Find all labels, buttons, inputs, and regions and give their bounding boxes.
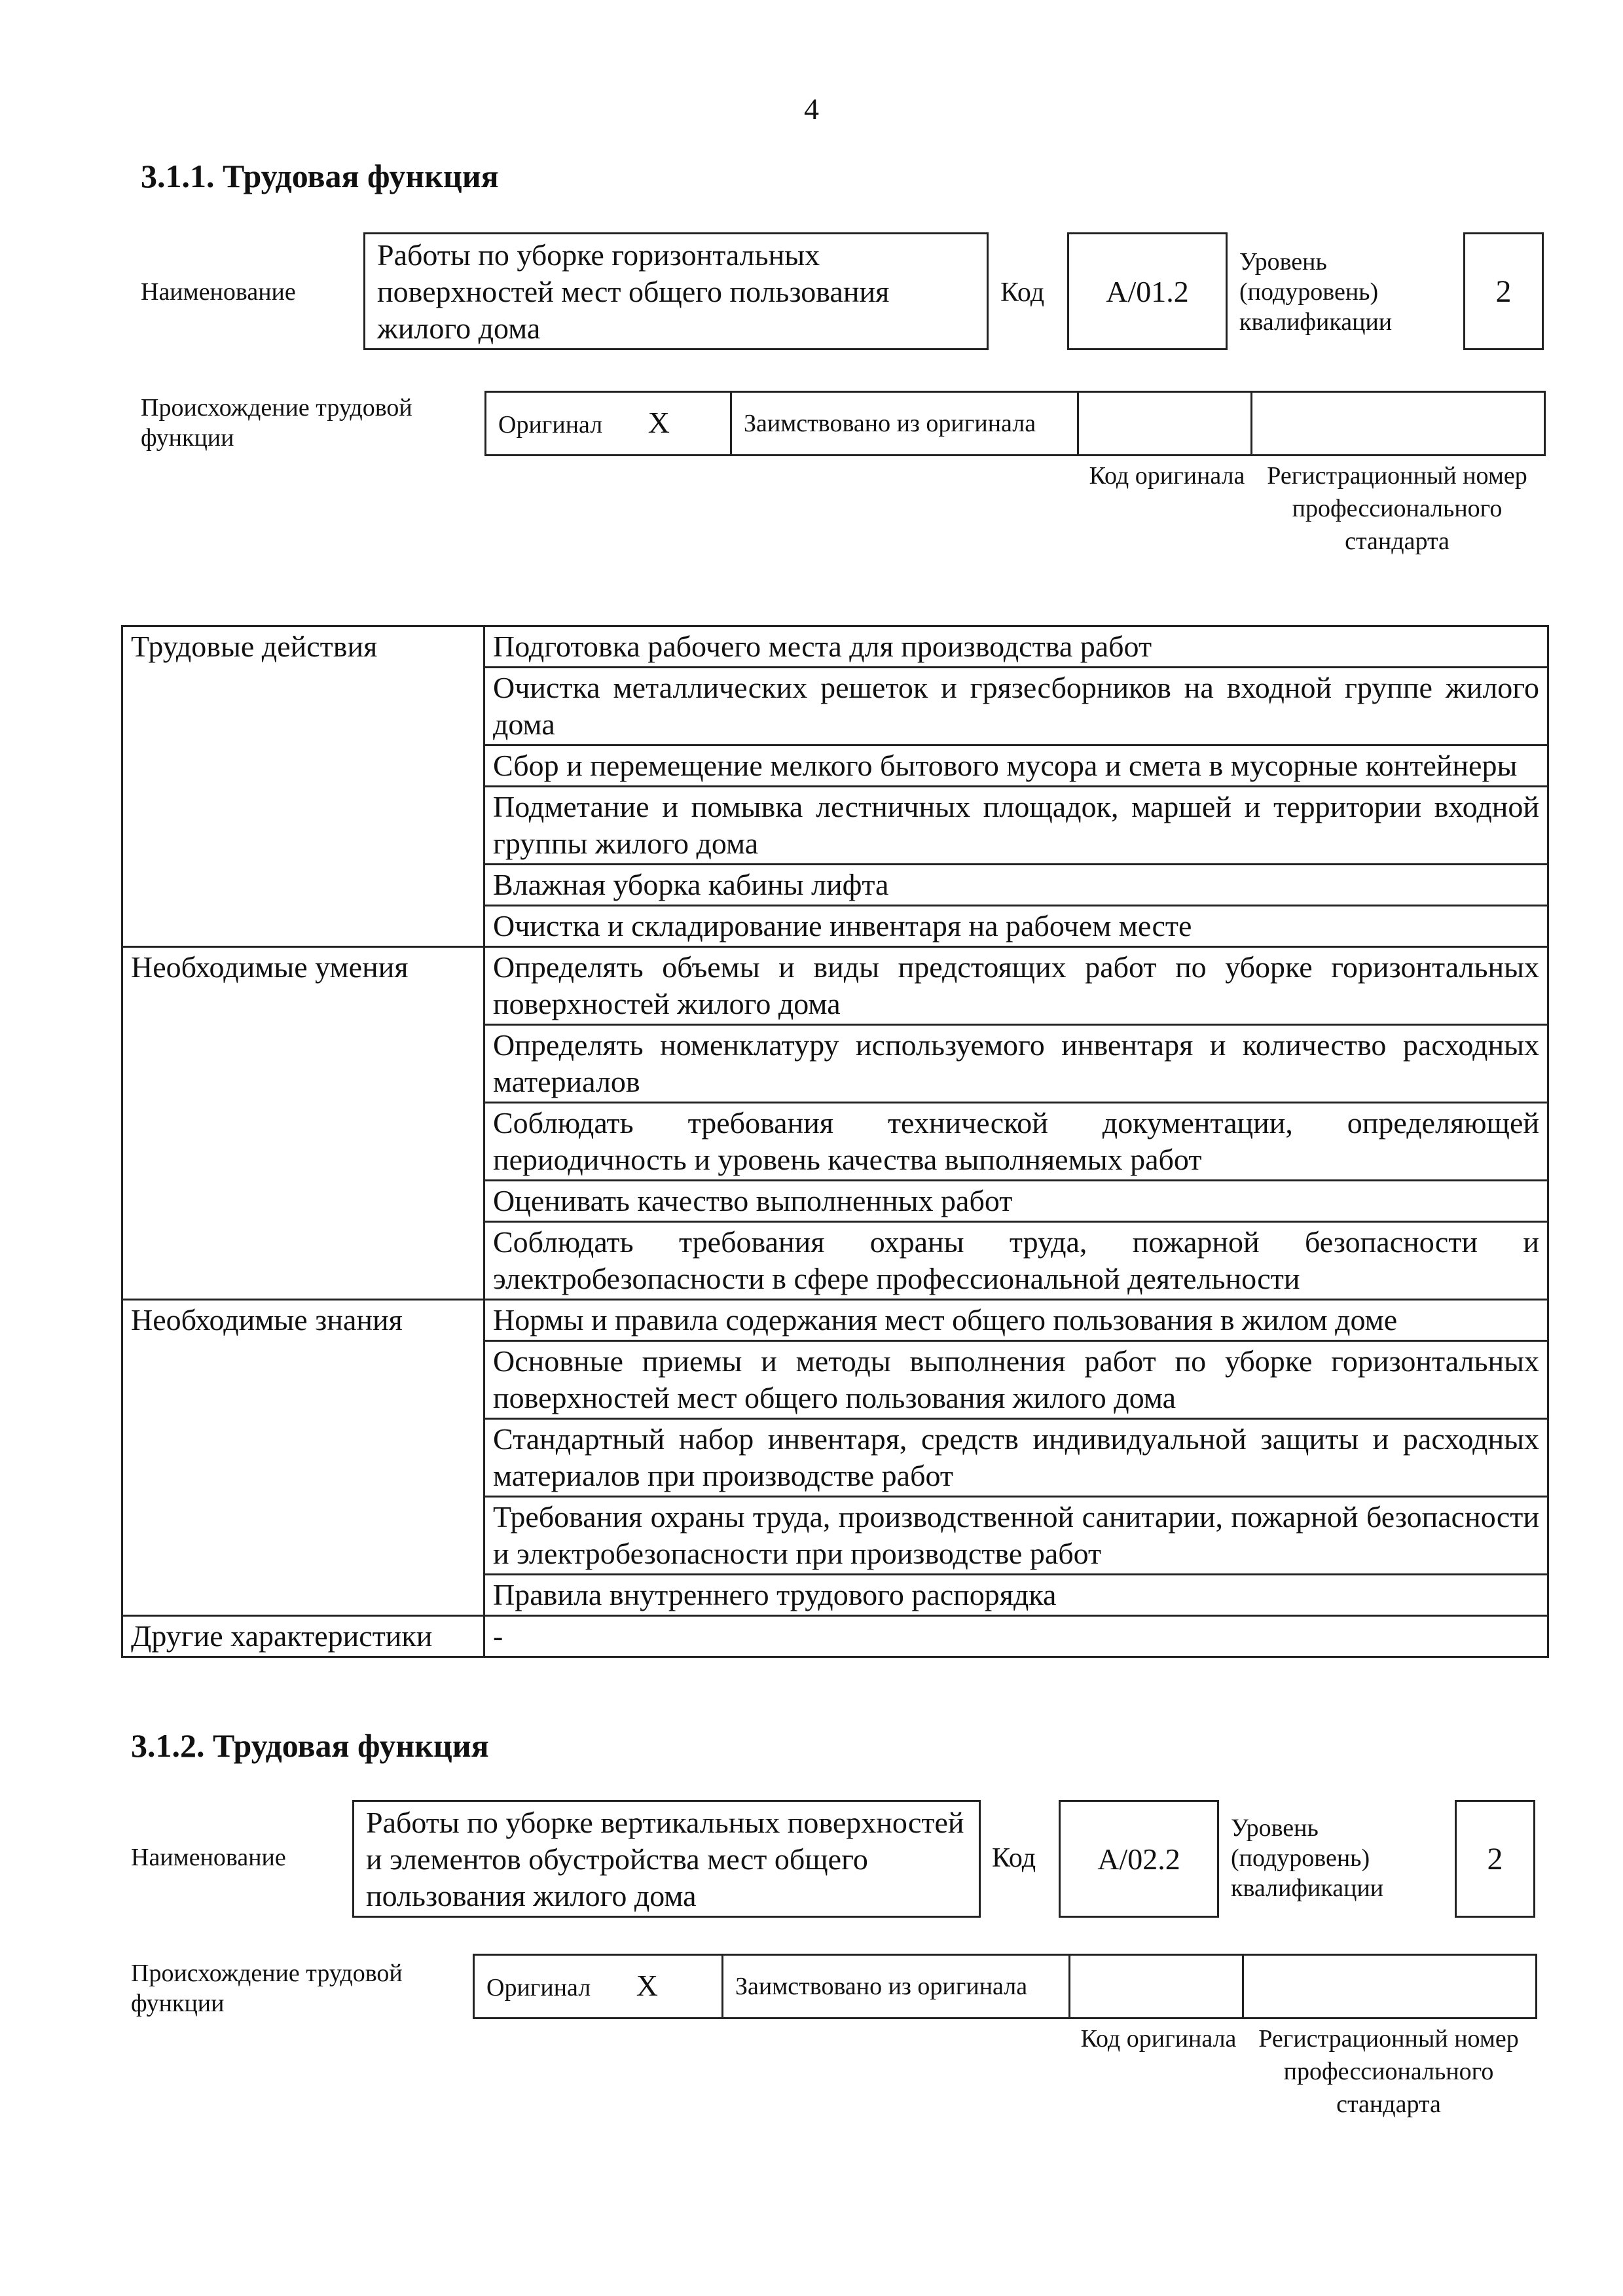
function-details-table [121, 625, 1549, 1658]
table-cell: Подметание и помывка лестничных площадок, маршей и территории входной группы жилого дома [484, 787, 1548, 865]
function-name-box [363, 232, 989, 350]
table-row [122, 947, 1548, 1025]
table-cell: Нормы и правила содержания мест общего пользования в жилом доме [484, 1300, 1548, 1341]
borrowed-label: Заимствовано из оригинала [735, 1973, 1028, 2000]
level-value: 2 [1487, 1841, 1503, 1876]
origin-table [473, 1954, 1537, 2019]
table-cell: Очистка металлических решеток и грязесборников на входной группе жилого дома [484, 668, 1548, 745]
code-value-box [1059, 1800, 1219, 1918]
level-label: Уровень (подуровень) квалификации [1239, 248, 1393, 336]
table-cell: Оценивать качество выполненных работ [484, 1181, 1548, 1222]
table-cell: Соблюдать требования охраны труда, пожарной безопасности и электробезопасности в сфере профессиональной деятельности [484, 1222, 1548, 1300]
table-cell: Требования охраны труда, производственной санитарии, пожарной безопасности и электробезопасности при производстве работ [484, 1497, 1548, 1575]
level-value-box [1463, 232, 1544, 350]
registration-number-cell [1252, 392, 1545, 456]
section-title: 3.1.1. Трудовая функция [141, 158, 499, 194]
name-label: Наименование [141, 278, 296, 306]
original-code-cell [1078, 392, 1252, 456]
original-code-cell [1070, 1955, 1243, 2018]
row-group-label: Другие характеристики [122, 1616, 484, 1657]
section-title: 3.1.2. Трудовая функция [131, 1727, 489, 1764]
table-cell: - [484, 1616, 1548, 1657]
code-value-box [1067, 232, 1228, 350]
table-cell: Правила внутреннего трудового распорядка [484, 1575, 1548, 1616]
registration-number-caption: Регистрационный номер профессионального стандарта [1258, 2025, 1519, 2118]
table-cell: Влажная уборка кабины лифта [484, 865, 1548, 906]
code-label: Код [992, 1843, 1036, 1873]
name-label: Наименование [131, 1844, 286, 1871]
table-cell: Стандартный набор инвентаря, средств индивидуальной защиты и расходных материалов при производстве работ [484, 1419, 1548, 1497]
level-value-box [1455, 1800, 1535, 1918]
registration-number-cell [1243, 1955, 1537, 2018]
table-row [122, 626, 1548, 668]
row-group-label: Необходимые умения [122, 947, 484, 1300]
table-cell: Определять объемы и виды предстоящих работ по уборке горизонтальных поверхностей жилого дома [484, 947, 1548, 1025]
code-value: А/01.2 [1106, 274, 1189, 308]
level-value: 2 [1495, 274, 1512, 309]
origin-label: Происхождение трудовой функции [131, 1960, 403, 2017]
function-name-value: Работы по уборке вертикальных поверхностей и элементов обустройства мест общего пользования жилого дома [366, 1806, 964, 1912]
table-row [122, 1300, 1548, 1341]
origin-table [484, 391, 1546, 456]
original-cell [486, 392, 731, 456]
original-label: Оригинал [498, 410, 603, 439]
table-cell: Сбор и перемещение мелкого бытового мусора и смета в мусорные контейнеры [484, 745, 1548, 787]
borrowed-cell [723, 1955, 1070, 2018]
page-number: 4 [804, 92, 819, 126]
table-row [122, 1616, 1548, 1657]
table-cell: Очистка и складирование инвентаря на рабочем месте [484, 906, 1548, 947]
table-cell: Подготовка рабочего места для производства работ [484, 626, 1548, 668]
table-cell: Определять номенклатуру используемого инвентаря и количество расходных материалов [484, 1025, 1548, 1103]
level-label: Уровень (подуровень) квалификации [1231, 1814, 1384, 1902]
original-label: Оригинал [486, 1973, 591, 2001]
original-cell [474, 1955, 723, 2018]
row-group-label: Необходимые знания [122, 1300, 484, 1616]
borrowed-cell [731, 392, 1078, 456]
registration-number-caption: Регистрационный номер профессионального стандарта [1267, 462, 1527, 555]
borrowed-label: Заимствовано из оригинала [744, 410, 1036, 437]
function-name-value: Работы по уборке горизонтальных поверхностей мест общего пользования жилого дома [377, 238, 890, 345]
table-cell: Соблюдать требования технической документации, определяющей периодичность и уровень качества выполняемых работ [484, 1103, 1548, 1181]
original-code-caption: Код оригинала [1080, 2025, 1237, 2053]
code-value: А/02.2 [1097, 1842, 1180, 1876]
original-mark: X [636, 1968, 658, 2002]
origin-label: Происхождение трудовой функции [141, 394, 412, 452]
row-group-label: Трудовые действия [122, 626, 484, 947]
original-mark: X [647, 405, 670, 439]
table-cell: Основные приемы и методы выполнения работ по уборке горизонтальных поверхностей мест общего пользования жилого дома [484, 1341, 1548, 1419]
code-label: Код [1000, 278, 1045, 308]
function-name-box [352, 1800, 981, 1918]
original-code-caption: Код оригинала [1089, 462, 1245, 490]
